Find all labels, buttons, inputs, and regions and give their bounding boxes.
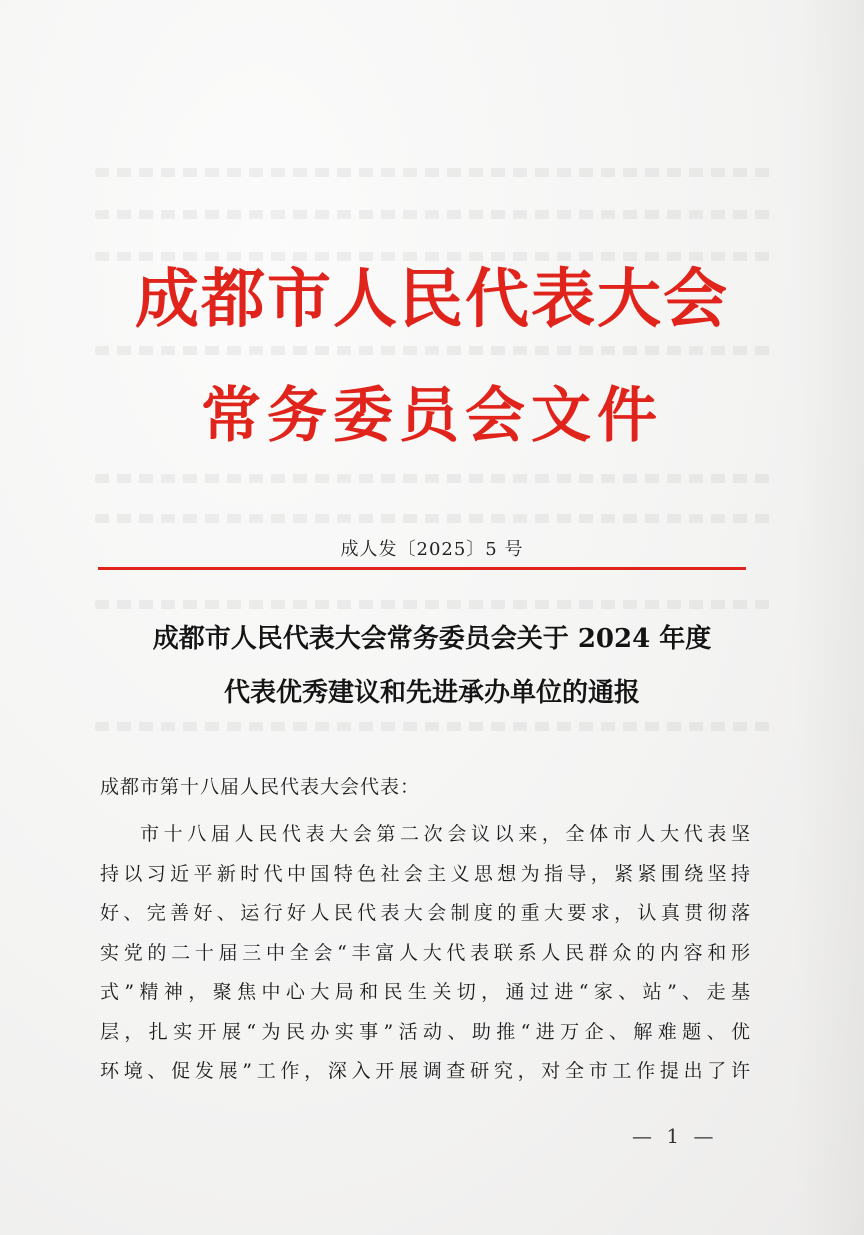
body-paragraph: [100, 815, 750, 1092]
body-line: 持以习近平新时代中国特色社会主义思想为指导，紧紧围绕坚持: [100, 862, 750, 885]
notice-title-line-1: 成都市人民代表大会常务委员会关于 2024 年度: [152, 624, 712, 654]
bleed-through-texture: [95, 474, 775, 483]
body-line: 好、完善好、运行好人民代表大会制度的重大要求，认真贯彻落: [100, 902, 750, 924]
issuing-authority-title: 成都市人民代表大会: [135, 262, 729, 337]
body-line: 实党的二十届三中全会“丰富人大代表联系人民群众的内容和形: [100, 941, 750, 964]
bleed-through-texture: [95, 600, 775, 609]
body-line: 层，扎实开展“为民办实事”活动、助推“进万企、解难题、优: [100, 1020, 750, 1043]
salutation: 成都市第十八届人民代表大会代表：: [100, 776, 421, 798]
bleed-through-texture: [95, 346, 775, 355]
red-separator-line: [98, 567, 746, 570]
page-number: — 1 —: [632, 1124, 718, 1148]
body-line: 式”精神，聚焦中心大局和民生关切，通过进“家、站”、走基: [100, 981, 750, 1003]
paper-edge-shadow: [794, 0, 864, 1235]
document-number: 成人发〔2025〕5 号: [340, 539, 524, 560]
body-line: 环境、促发展”工作，深入开展调查研究，对全市工作提出了许: [100, 1060, 750, 1082]
bleed-through-texture: [95, 210, 775, 219]
body-line: 市十八届人民代表大会第二次会议以来，全体市人大代表坚: [140, 823, 750, 845]
bleed-through-texture: [95, 514, 775, 523]
bleed-through-texture: [95, 168, 775, 177]
bleed-through-texture: [95, 722, 775, 731]
document-type-title: 常务委员会文件: [201, 381, 663, 451]
notice-title-line-2: 代表优秀建议和先进承办单位的通报: [223, 678, 640, 708]
